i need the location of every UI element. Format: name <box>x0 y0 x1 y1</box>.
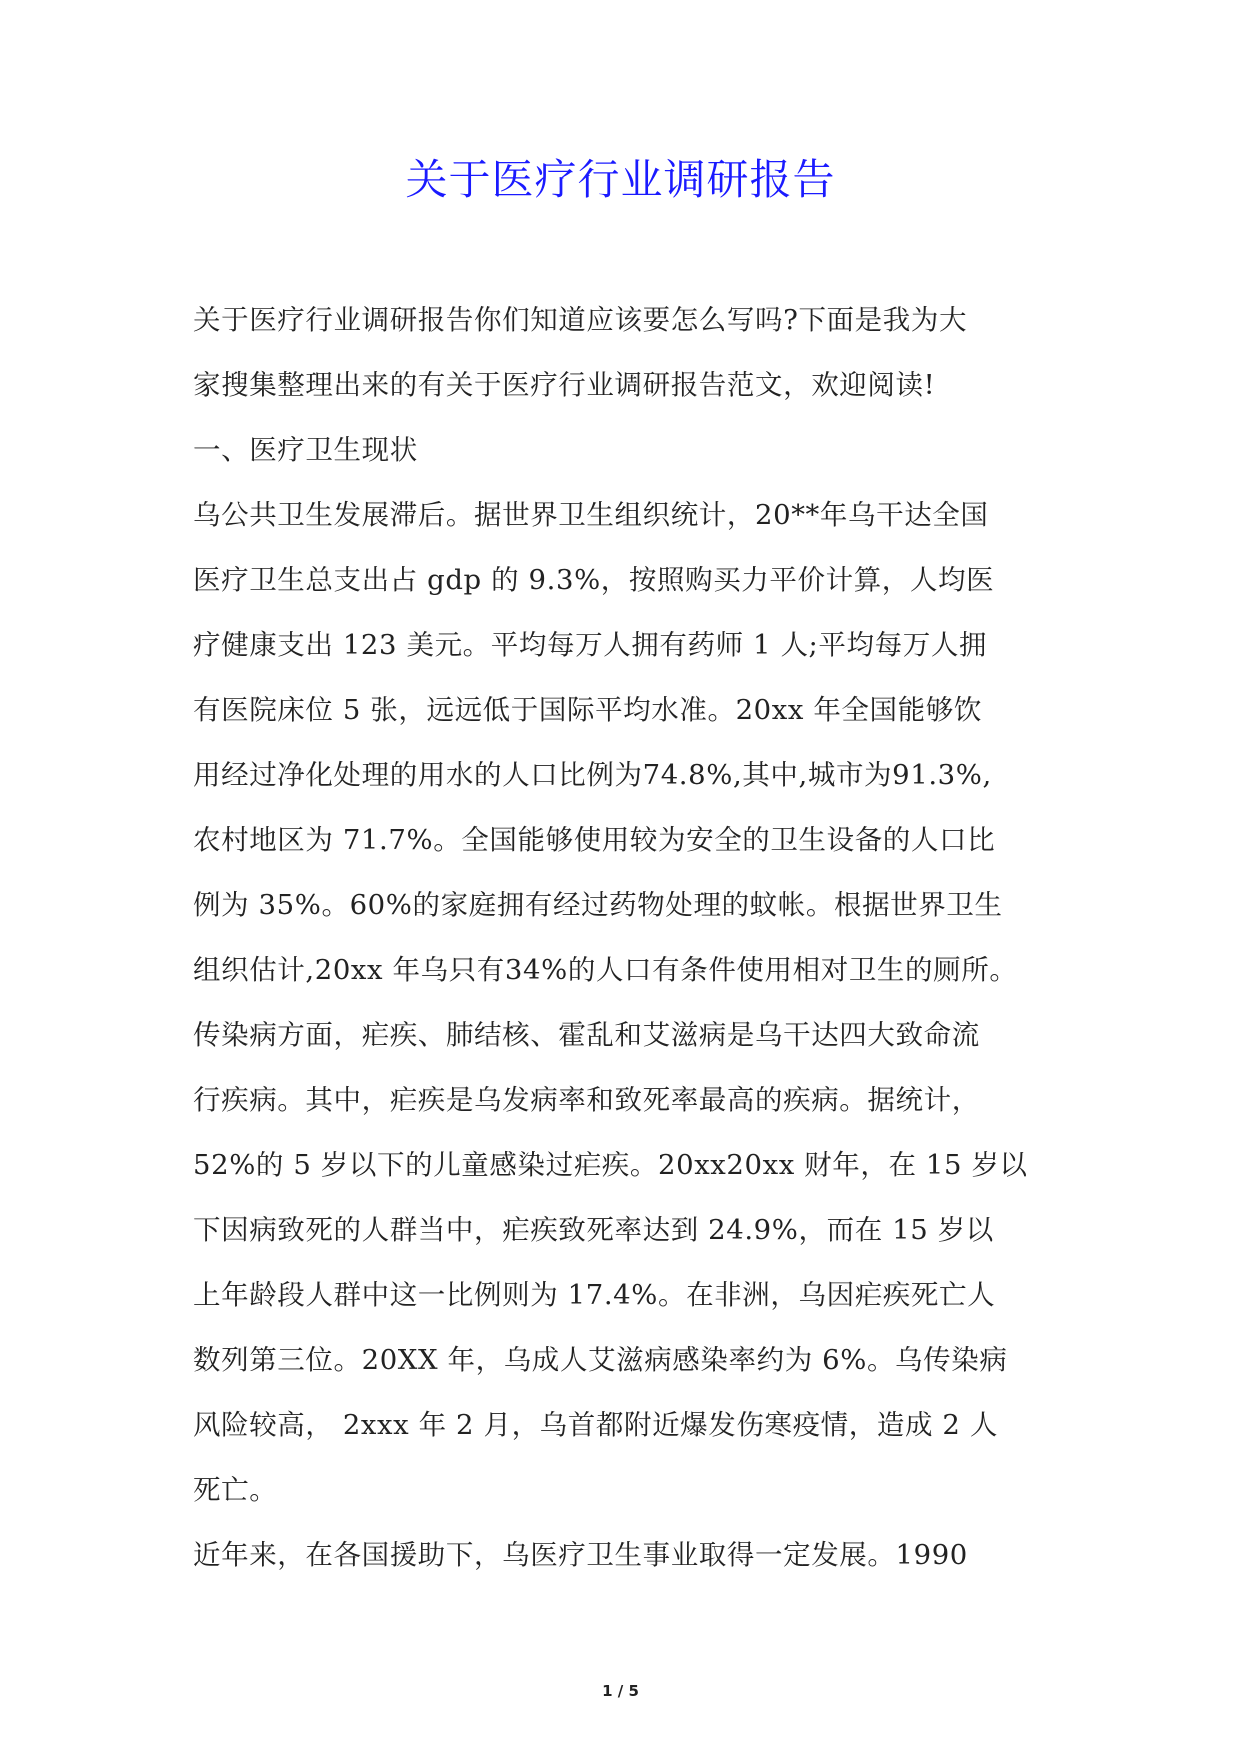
body-line: 关于医疗行业调研报告你们知道应该要怎么写吗?下面是我为大 <box>193 304 968 336</box>
body-line: 用经过净化处理的用水的人口比例为74.8%,其中,城市为91.3%, <box>193 759 992 791</box>
body-line: 下因病致死的人群当中，疟疾致死率达到 24.9%，而在 15 岁以 <box>193 1214 994 1246</box>
body-line: 家搜集整理出来的有关于医疗行业调研报告范文，欢迎阅读! <box>193 369 936 401</box>
body-line: 行疾病。其中，疟疾是乌发病率和致死率最高的疾病。据统计， <box>193 1084 980 1116</box>
body-line: 疗健康支出 123 美元。平均每万人拥有药师 1 人;平均每万人拥 <box>193 629 988 661</box>
body-line: 有医院床位 5 张，远远低于国际平均水准。20xx 年全国能够饮 <box>193 694 982 726</box>
body-line: 农村地区为 71.7%。全国能够使用较为安全的卫生设备的人口比 <box>193 824 996 856</box>
body-line: 例为 35%。60%的家庭拥有经过药物处理的蚊帐。根据世界卫生 <box>193 889 1003 921</box>
body-line: 52%的 5 岁以下的儿童感染过疟疾。20xx20xx 财年，在 15 岁以 <box>193 1149 1028 1181</box>
body-line: 传染病方面，疟疾、肺结核、霍乱和艾滋病是乌干达四大致命流 <box>193 1019 980 1051</box>
body-line: 上年龄段人群中这一比例则为 17.4%。在非洲，乌因疟疾死亡人 <box>193 1279 996 1311</box>
body-line: 医疗卫生总支出占 gdp 的 9.3%，按照购买力平价计算，人均医 <box>193 564 995 596</box>
body-line: 死亡。 <box>193 1474 278 1506</box>
body-line: 组织估计,20xx 年乌只有34%的人口有条件使用相对卫生的厕所。 <box>193 954 1018 986</box>
document-body <box>193 288 1057 1588</box>
body-line: 近年来，在各国援助下，乌医疗卫生事业取得一定发展。1990 <box>193 1539 968 1571</box>
body-line: 乌公共卫生发展滞后。据世界卫生组织统计，20**年乌干达全国 <box>193 499 989 531</box>
body-line: 数列第三位。20XX 年，乌成人艾滋病感染率约为 6%。乌传染病 <box>193 1344 1008 1376</box>
page-number: 1 / 5 <box>602 1682 639 1700</box>
section-heading: 一、医疗卫生现状 <box>193 434 418 466</box>
document-title: 关于医疗行业调研报告 <box>405 155 836 204</box>
body-line: 风险较高， 2xxx 年 2 月，乌首都附近爆发伤寒疫情，造成 2 人 <box>193 1409 998 1441</box>
